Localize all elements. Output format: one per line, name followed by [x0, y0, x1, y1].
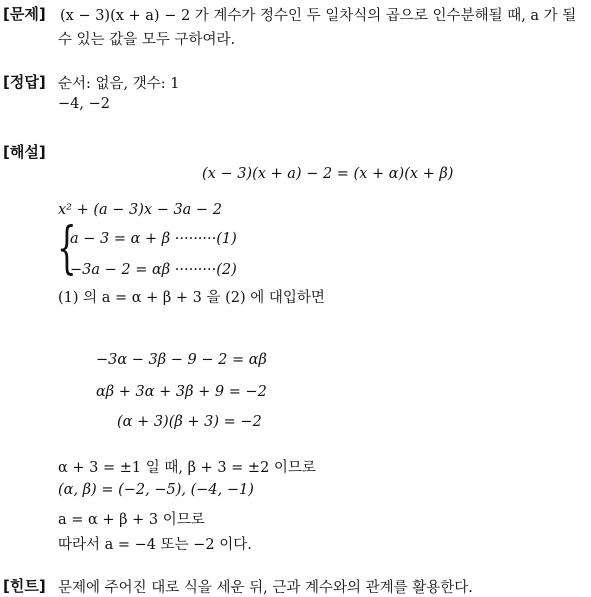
- system-equation-1: a − 3 = α + β ·········(1): [70, 231, 237, 247]
- problem-label: [문제]: [3, 5, 46, 23]
- case-statement: α + 3 = ±1 일 때, β + 3 = ±2 이므로: [58, 460, 316, 476]
- problem-text-line1: (x − 3)(x + a) − 2 가 계수가 정수인 두 일차식의 곱으로 인수분해될 때, a 가 될: [60, 8, 577, 24]
- problem-text-line2: 수 있는 값을 모두 구하여라.: [58, 32, 236, 48]
- solution-label: [해설]: [3, 143, 46, 161]
- derivation-step-3: (α + 3)(β + 3) = −2: [117, 414, 262, 430]
- system-brace: {: [57, 216, 77, 281]
- answer-label: [정답]: [3, 73, 46, 91]
- alpha-beta-pairs: (α, β) = (−2, −5), (−4, −1): [58, 482, 254, 498]
- hint-text: 문제에 주어진 대로 식을 세운 뒤, 근과 계수와의 관계를 활용한다.: [58, 580, 473, 596]
- solution-expansion: x² + (a − 3)x − 3a − 2: [58, 202, 222, 218]
- derivation-step-2: αβ + 3α + 3β + 9 = −2: [96, 384, 267, 400]
- hint-label: [힌트]: [3, 577, 46, 595]
- solution-main-equation: (x − 3)(x + a) − 2 = (x + α)(x + β): [202, 166, 454, 182]
- solution-conclusion: 따라서 a = −4 또는 −2 이다.: [58, 537, 252, 553]
- derivation-step-1: −3α − 3β − 9 − 2 = αβ: [96, 352, 267, 368]
- a-expression: a = α + β + 3 이므로: [58, 512, 205, 528]
- answer-values: −4, −2: [58, 96, 110, 112]
- substitution-text: (1) 의 a = α + β + 3 을 (2) 에 대입하면: [58, 290, 325, 306]
- answer-order-count: 순서: 없음, 갯수: 1: [58, 76, 180, 92]
- system-equation-2: −3a − 2 = αβ ·········(2): [70, 262, 237, 278]
